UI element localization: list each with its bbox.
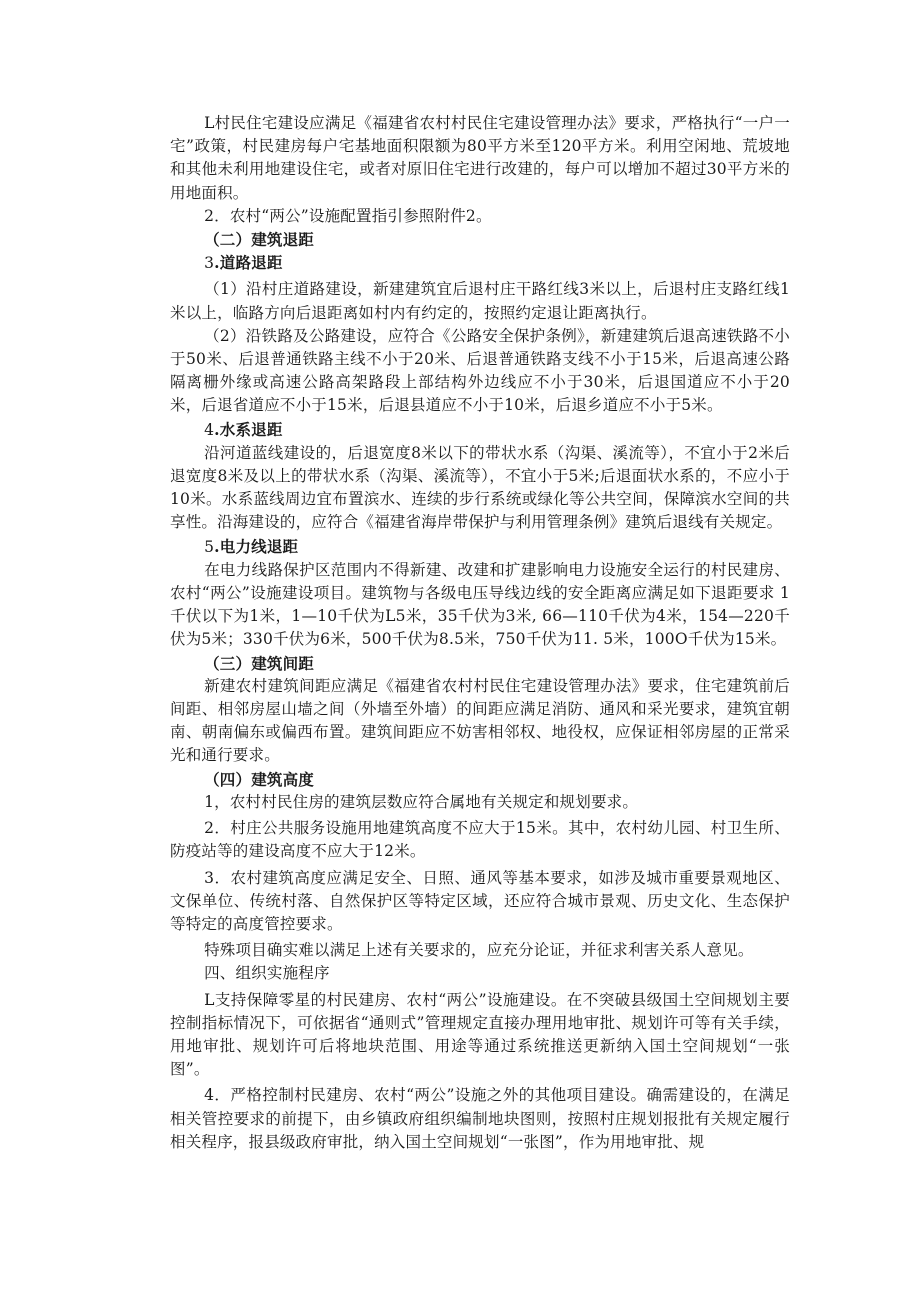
heading-building-spacing: （三）建筑间距 xyxy=(204,653,314,673)
heading-implementation-procedure: 四、组织实施程序 xyxy=(204,964,330,983)
subheading-text: .电力线退距 xyxy=(214,536,299,556)
subheading-number: 3 xyxy=(204,254,215,273)
subheading-number: 4 xyxy=(204,420,215,439)
paragraph-procedure-2: 4．严格控制村民建房、农村“两公”设施之外的其他项目建设。确需建设的，在满足相关管控要求的前提下，由乡镇政府组织编制地块图则，按照村庄规划报批有关规定履行相关程序，报县级政府审批，纳入国土空间规划“一张图”，作为用地审批、规 xyxy=(170,1086,790,1151)
paragraph-special-projects: 特殊项目确实难以满足上述有关要求的，应充分论证，并征求利害关系人意见。 xyxy=(204,941,754,960)
paragraph-facility-guide: 2．农村“两公”设施配置指引参照附件2。 xyxy=(204,206,492,225)
subheading-text: .道路退距 xyxy=(214,253,283,273)
subheading-road-setback xyxy=(170,251,790,275)
paragraph-procedure-1: L支持保障零星的村民建房、农村“两公”设施建设。在不突破县级国土空间规划主要控制指标情况下，可依据省“通则式”管理规定直接办理用地审批、规划许可等有关手续，用地审批、规划许可后将地块范围、用途等通过系统推送更新纳入国土空间规划“一张图”。 xyxy=(170,990,790,1079)
document-body xyxy=(170,112,790,1154)
subheading-number: 5 xyxy=(204,537,215,556)
paragraph-height-rule-3: 3．农村建筑高度应满足安全、日照、通风等基本要求，如涉及城市重要景观地区、文保单位、传统村落、自然保护区等特定区域，还应符合城市景观、历史文化、生态保护等特定的高度管控要求。 xyxy=(170,868,790,933)
subheading-text: .水系退距 xyxy=(214,419,283,439)
paragraph-height-rule-1: 1，农村村民住房的建筑层数应符合属地有关规定和规划要求。 xyxy=(204,792,639,811)
paragraph-water-setback: 沿河道蓝线建设的，后退宽度8米以下的带状水系（沟渠、溪流等），不宜小于2米后退宽度8米及以上的带状水系（沟渠、溪流等），不宜小于5米;后退面状水系的，不应小于10米。水系蓝线周边宜布置滨水、连续的步行系统或绿化等公共空间，保障滨水空间的共享性。沿海建设的，应符合《福建省海岸带保护与利用管理条例》建筑后退线有关规定。 xyxy=(170,443,790,532)
paragraph-height-rule-2: 2．村庄公共服务设施用地建筑高度不应大于15米。其中，农村幼儿园、村卫生所、防疫站等的建设高度不应大于12米。 xyxy=(170,819,790,861)
paragraph-power-line-setback: 在电力线路保护区范围内不得新建、改建和扩建影响电力设施安全运行的村民建房、农村“两公”设施建设项目。建筑物与各级电压导线边线的安全距离应满足如下退距要求 1千伏以下为1米，1—10千伏为L5米，35千伏为3米, 66—110千伏为4米，154—220千伏为5米；330千伏为6米，500千伏为8.5米，750千伏为11. 5米，100O千伏为15米。 xyxy=(170,560,790,649)
paragraph-village-road-setback: （1）沿村庄道路建设，新建建筑宜后退村庄干路红线3米以上，后退村庄支路红线1米以上，临路方向后退距离如村内有约定的，按照约定退让距离执行。 xyxy=(170,280,790,322)
paragraph-homestead-area: L村民住宅建设应满足《福建省农村村民住宅建设管理办法》要求，严格执行“一户一宅”政策，村民建房每户宅基地面积限额为80平方米至120平方米。利用空闲地、荒坡地和其他未利用地建设住宅，或者对原旧住宅进行改建的，每户可以增加不超过30平方米的用地面积。 xyxy=(170,114,790,202)
heading-building-setback: （二）建筑退距 xyxy=(204,230,314,250)
heading-building-height: （四）建筑高度 xyxy=(204,769,314,789)
paragraph-building-spacing: 新建农村建筑间距应满足《福建省农村村民住宅建设管理办法》要求，住宅建筑前后间距、相邻房屋山墙之间（外墙至外墙）的间距应满足消防、通风和采光要求，建筑宜朝南、朝南偏东或偏西布置。建筑间距应不妨害相邻权、地役权，应保证相邻房屋的正常采光和通行要求。 xyxy=(170,676,790,765)
subheading-power-line-setback xyxy=(170,535,790,559)
subheading-water-setback xyxy=(170,418,790,442)
paragraph-railway-highway-setback: （2）沿铁路及公路建设，应符合《公路安全保护条例》，新建建筑后退高速铁路不小于50米、后退普通铁路主线不小于20米、后退普通铁路支线不小于15米，后退高速公路隔离栅外缘或高速公路高架路段上部结构外边线应不小于30米，后退国道应不小于20米，后退省道应不小于15米，后退县道应不小于10米，后退乡道应不小于5米。 xyxy=(170,326,790,415)
